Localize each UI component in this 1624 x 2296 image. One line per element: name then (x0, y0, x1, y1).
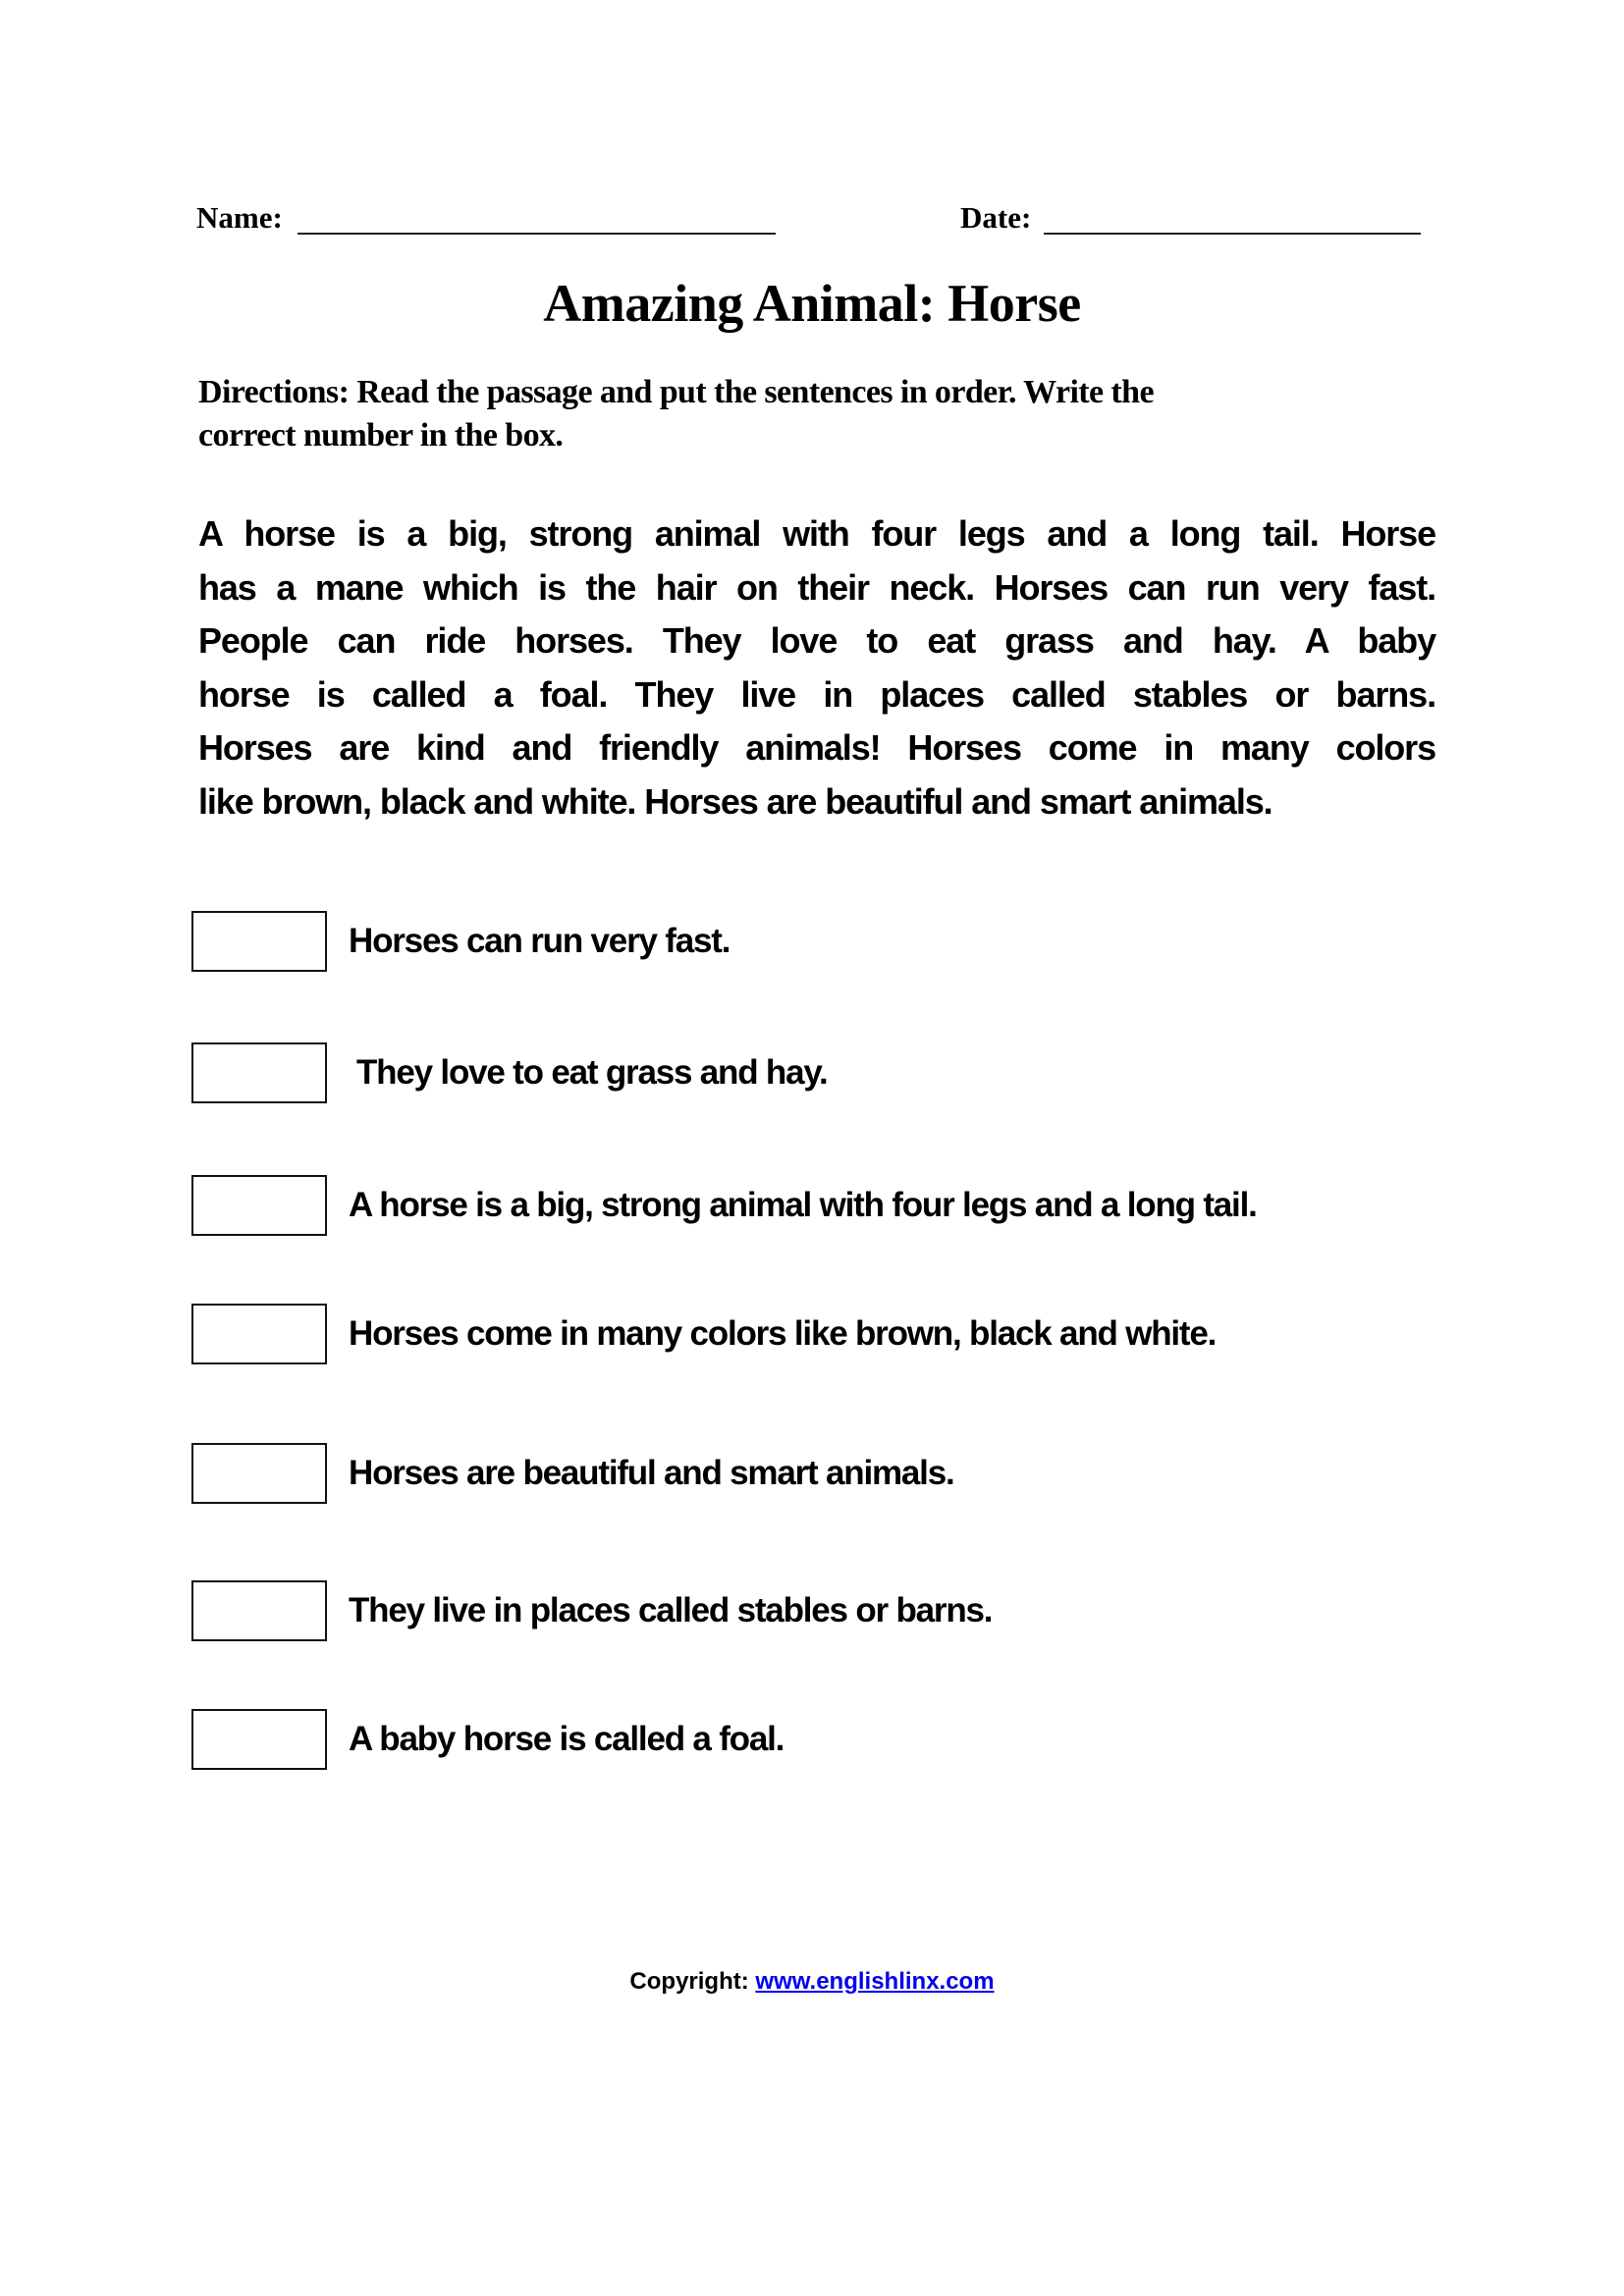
passage-line: has a mane which is the hair on their neck. Horses can run very fast. (198, 566, 1435, 608)
passage-line: horse is called a foal. They live in places called stables or barns. (198, 673, 1435, 715)
sentence-text: Horses are beautiful and smart animals. (349, 1453, 954, 1492)
name-field[interactable] (298, 233, 776, 235)
page-title: Amazing Animal: Horse (543, 274, 1081, 333)
directions-line: Directions: Read the passage and put the sentences in order. Write the (198, 374, 1154, 410)
sentence-text: A baby horse is called a foal. (349, 1719, 785, 1758)
answer-box[interactable] (191, 1580, 327, 1641)
sentence-text: Horses can run very fast. (349, 921, 731, 960)
copyright-label: Copyright: (629, 1968, 756, 1995)
answer-box[interactable] (191, 1709, 327, 1770)
answer-box[interactable] (191, 911, 327, 972)
passage-line: Horses are kind and friendly animals! Horses come in many colors (198, 727, 1435, 768)
sentence-item (191, 1443, 954, 1503)
sentence-item (191, 1175, 1257, 1235)
sentence-item (191, 1580, 992, 1640)
reading-passage (198, 507, 1435, 828)
copyright-link[interactable]: www.englishlinx.com (755, 1968, 995, 1995)
directions-line: correct number in the box. (198, 417, 564, 454)
passage-line: like brown, black and white. Horses are beautiful and smart animals. (198, 780, 1272, 822)
passage-line: A horse is a big, strong animal with four legs and a long tail. Horse (198, 513, 1435, 554)
answer-box[interactable] (191, 1304, 327, 1364)
sentence-item (191, 1304, 1216, 1363)
answer-box[interactable] (191, 1042, 327, 1103)
sentence-item (191, 911, 730, 971)
name-label: Name: (196, 200, 283, 235)
answer-box[interactable] (191, 1175, 327, 1236)
passage-line: People can ride horses. They love to eat grass and hay. A baby (198, 620, 1435, 661)
answer-box[interactable] (191, 1443, 327, 1504)
sentence-item (191, 1042, 828, 1102)
date-label: Date: (960, 200, 1032, 235)
sentence-text: Horses come in many colors like brown, black and white. (349, 1313, 1217, 1353)
date-field[interactable] (1044, 233, 1421, 235)
sentence-text: They love to eat grass and hay. (356, 1052, 828, 1092)
sentence-text: A horse is a big, strong animal with four legs and a long tail. (349, 1185, 1257, 1224)
copyright-footer (0, 1968, 1624, 1996)
directions (198, 371, 1440, 457)
sentence-text: They live in places called stables or barns. (349, 1590, 993, 1629)
sentence-item (191, 1709, 784, 1769)
